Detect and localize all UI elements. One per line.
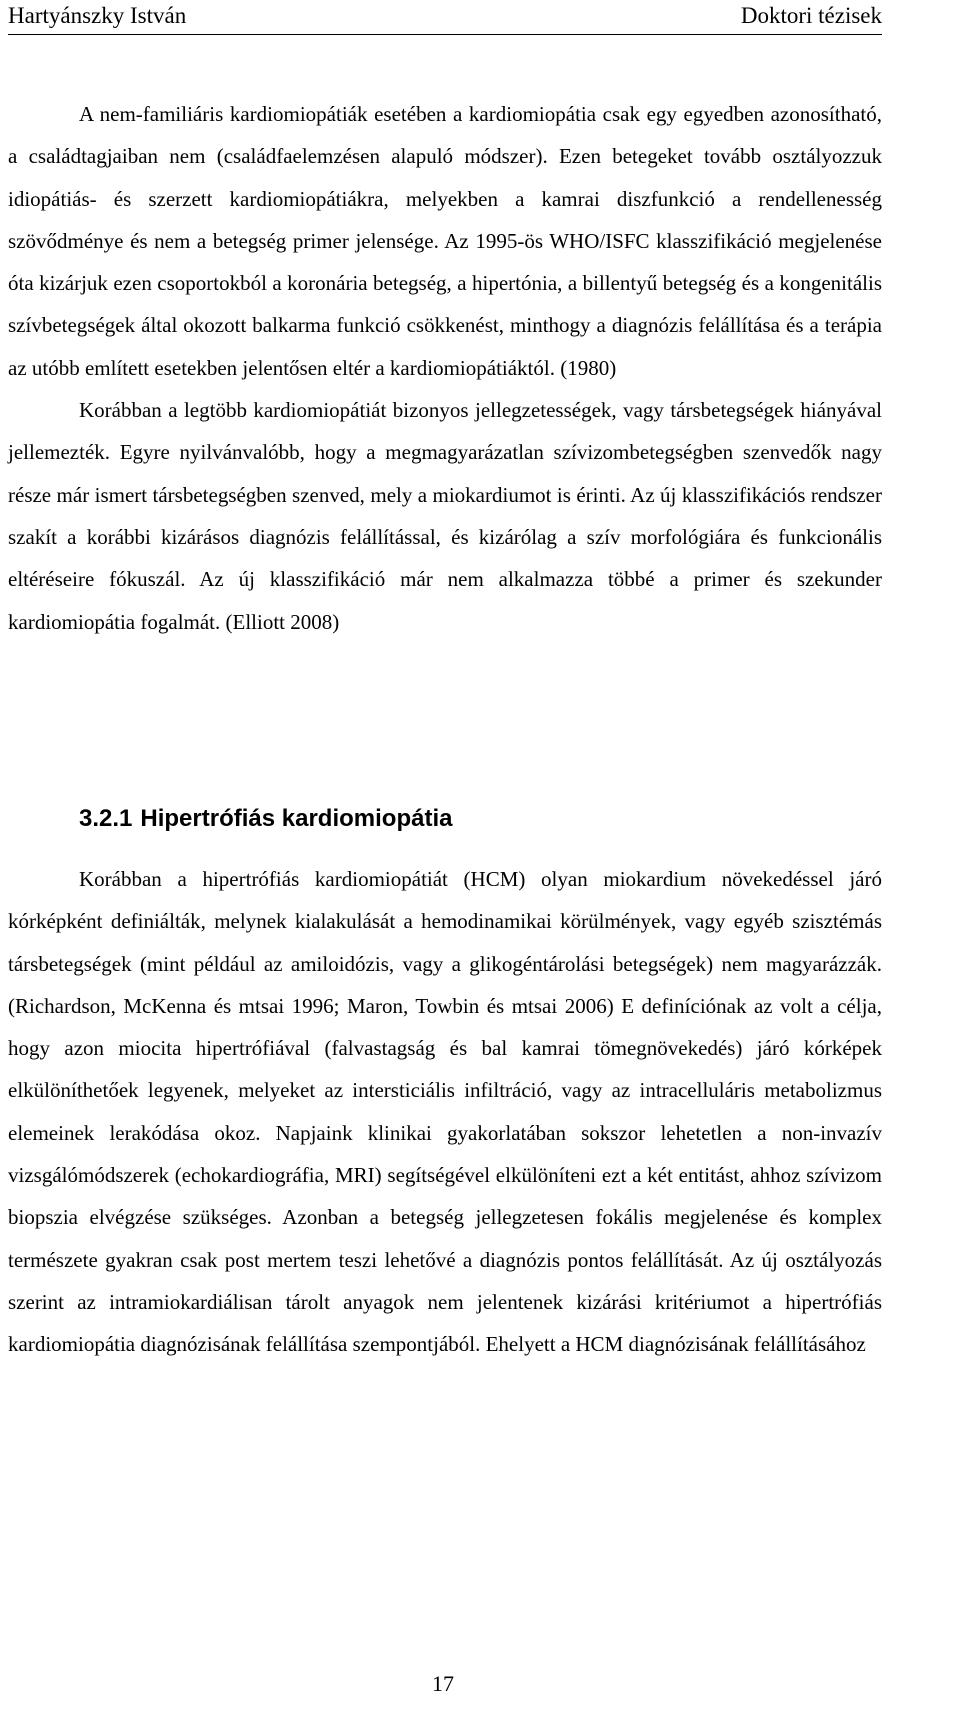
intro-text-block — [8, 93, 882, 643]
section-text-block — [8, 858, 882, 1366]
header-author: Hartyánszky István — [8, 3, 187, 28]
paragraph-intro-1: A nem-familiáris kardiomiopátiák esetében a kardiomiopátia csak egy egyedben azonosítható, a családtagjaiban nem (családfaelemzésen alapuló módszer). Ezen betegeket tovább osztályozzuk idiopátiás- és szerzett kardiomiopátiákra, melyekben a kamrai diszfunkció a rendellenesség szövődménye és nem a betegség primer jelensége. Az 1995-ös WHO/ISFC klasszifikáció megjelenése óta kizárjuk ezen csoportokból a koronária betegség, a hipertónia, a billentyű betegség és a kongenitális szívbetegségek által okozott balkarma funkció csökkenést, minthogy a diagnózis felállítása és a terápia az utóbb említett esetekben jelentősen eltér a kardiomiopátiáktól. (1980) — [8, 102, 882, 380]
header-title: Doktori tézisek — [740, 3, 882, 28]
page-header — [8, 2, 882, 35]
section-title: Hipertrófiás kardiomiopátia — [140, 805, 453, 832]
paragraph-intro-2: Korábban a legtöbb kardiomiopátiát bizonyos jellegzetességek, vagy társbetegségek hiányával jellemezték. Egyre nyilvánvalóbb, hogy a megmagyarázatlan szívizombetegségben szenvedők nagy része már ismert társbetegségben szenved, mely a miokardiumot is érinti. Az új klasszifikációs rendszer szakít a korábbi kizárásos diagnózis felállítással, és kizárólag a szív morfológiára és funkcionális eltéréseire fókuszál. Az új klasszifikáció már nem alkalmazza többé a primer és szekunder kardiomiopátia fogalmát. (Elliott 2008) — [8, 398, 882, 634]
paragraph-section-1: Korábban a hipertrófiás kardiomiopátiát (HCM) olyan miokardium növekedéssel járó kórképként definiálták, melynek kialakulását a hemodinamikai körülmények, vagy egyéb szisztémás társbetegségek (mint például az amiloidózis, vagy a glikogéntárolási betegségek) nem magyarázzák. (Richardson, McKenna és mtsai 1996; Maron, Towbin és mtsai 2006) E definíciónak az volt a célja, hogy azon miocita hipertrófiával (falvastagság és bal kamrai tömegnövekedés) járó kórképek elkülöníthetőek legyenek, melyeket az intersticiális infiltráció, vagy az intracelluláris metabolizmus elemeinek lerakódása okoz. Napjaink klinikai gyakorlatában sokszor lehetetlen a non-invazív vizsgálómódszerek (echokardiográfia, MRI) segítségével elkülöníteni ezt a két entitást, ahhoz szívizom biopszia elvégzése szükséges. Azonban a betegség jellegzetesen fokális megjelenése és komplex természete gyakran csak post mertem teszi lehetővé a diagnózis pontos felállítását. Az új osztályozás szerint az intramiokardiálisan tárolt anyagok nem jelentenek kizárási kritériumot a hipertrófiás kardiomiopátia diagnózisának felállítása szempontjából. Ehelyett a HCM diagnózisának felállításához — [8, 867, 882, 1357]
section-heading — [79, 804, 452, 834]
section-number: 3.2.1 — [79, 805, 133, 832]
page-number: 17 — [432, 1671, 454, 1696]
